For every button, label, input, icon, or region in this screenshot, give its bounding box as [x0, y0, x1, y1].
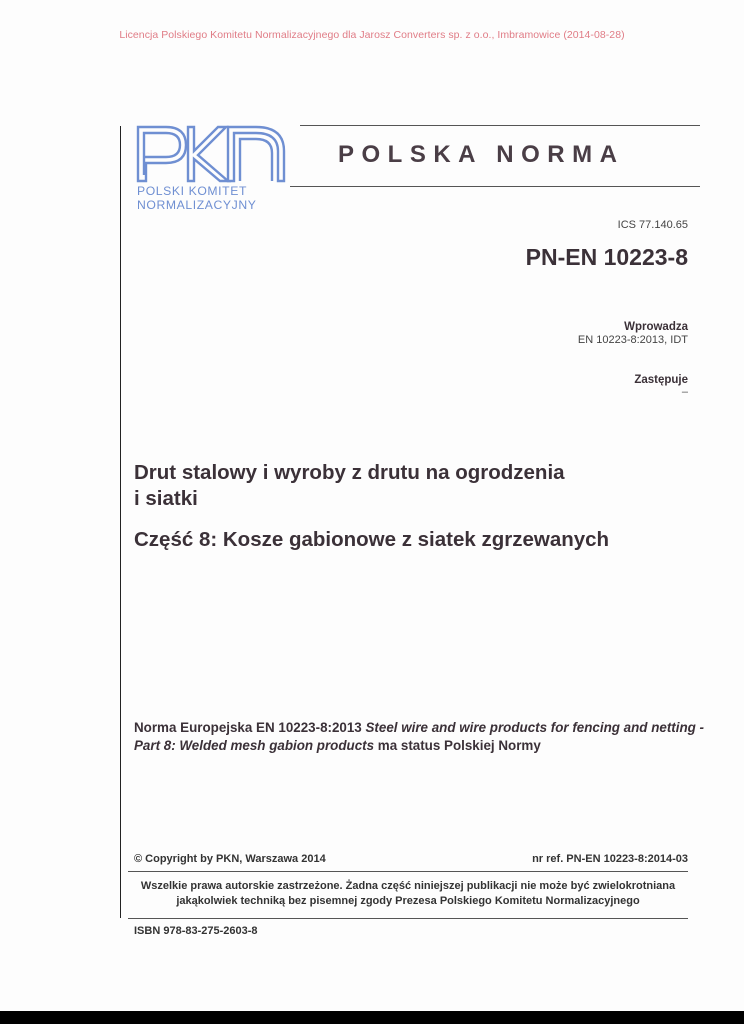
document-part-title: Część 8: Kosze gabionowe z siatek zgrzewanych [134, 528, 610, 551]
logo-line-2: NORMALIZACYJNY [137, 198, 257, 212]
footer-top-rule [128, 871, 688, 872]
copyright-notice: © Copyright by PKN, Warszawa 2014 [134, 853, 326, 865]
intro-prefix: Norma Europejska EN 10223-8:2013 [134, 720, 366, 735]
ics-code: ICS 77.140.65 [617, 219, 688, 231]
introduces-value: EN 10223-8:2013, IDT [577, 334, 688, 346]
rights-statement [128, 879, 688, 909]
pkn-logo-icon [136, 125, 286, 183]
banner-bottom-rule [290, 186, 700, 187]
rights-line-1: Wszelkie prawa autorskie zastrzeżone. Żadna część niniejszej publikacji nie może być zwielokrotniana [140, 880, 676, 892]
isbn: ISBN 978-83-275-2603-8 [134, 925, 258, 937]
logo-line-1: POLSKI KOMITET [137, 184, 247, 198]
title-line-1: Drut stalowy i wyroby z drutu na ogrodzenia [134, 461, 565, 484]
banner-top-rule [300, 125, 700, 126]
license-watermark: Licencja Polskiego Komitetu Normalizacyjnego dla Jarosz Converters sp. z o.o., Imbramowice (2014-08-28) [119, 29, 625, 41]
scan-bottom-edge [0, 1011, 744, 1024]
title-line-2: i siatki [134, 487, 198, 510]
replaces-value: – [681, 386, 688, 398]
document-title [134, 460, 565, 512]
left-margin-rule [120, 126, 121, 918]
european-norm-statement [134, 719, 714, 755]
intro-suffix: ma status Polskiej Normy [374, 738, 541, 753]
reference-number: nr ref. PN-EN 10223-8:2014-03 [532, 853, 688, 865]
replaces-label: Zastępuje [634, 374, 688, 386]
intro-english-title: Steel wire and wire products for fencing and netting - Part 8: Welded mesh gabion products [134, 720, 705, 753]
document-type-title: POLSKA NORMA [338, 141, 625, 168]
standard-number: PN-EN 10223-8 [525, 244, 688, 270]
introduces-label: Wprowadza [624, 321, 688, 333]
footer-bottom-rule [128, 918, 688, 919]
rights-line-2: jakąkolwiek techniką bez pisemnej zgody Prezesa Polskiego Komitetu Normalizacyjnego [176, 895, 640, 907]
